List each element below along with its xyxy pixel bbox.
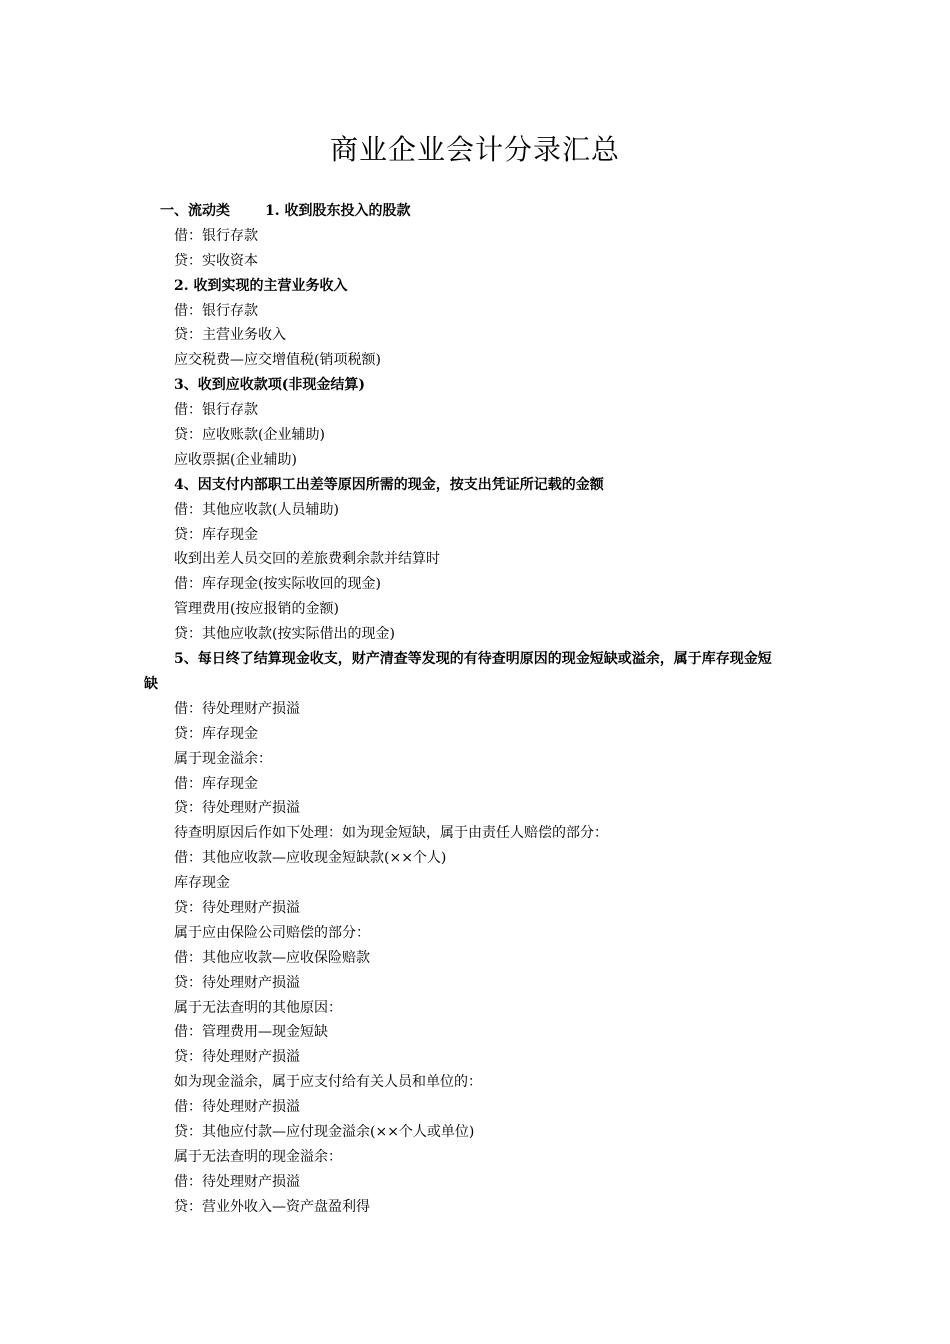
entry-line: 应收票据(企业辅助) — [174, 451, 297, 468]
entry-list-1 — [144, 224, 824, 647]
entry-line: 借：银行存款 — [174, 402, 258, 419]
entry-heading-5-line1: 5、每日终了结算现金收支，财产清查等发现的有待查明原因的现金短缺或溢余，属于库存现金短 — [174, 651, 772, 668]
entry-line: 收到出差人员交回的差旅费剩余款并结算时 — [174, 551, 440, 568]
entry-line: 贷：营业外收入—资产盘盈利得 — [174, 1198, 370, 1215]
entry-line: 贷：实收资本 — [174, 252, 258, 269]
entry-line: 贷：库存现金 — [174, 725, 258, 742]
entry-line: 应交税费—应交增值税(销项税额) — [174, 352, 381, 369]
entry-line: 贷：待处理财产损溢 — [174, 974, 300, 991]
section-heading — [144, 199, 824, 224]
entry-line: 借：库存现金 — [174, 775, 258, 792]
entry-line: 借：银行存款 — [174, 302, 258, 319]
document-body — [144, 199, 824, 1220]
entry-line: 借：其他应收款(人员辅助) — [174, 501, 339, 518]
entry-line: 贷：应收账款(企业辅助) — [174, 427, 325, 444]
entry-line: 待查明原因后作如下处理：如为现金短缺，属于由责任人赔偿的部分： — [174, 825, 608, 842]
section-label: 一、流动类 — [160, 203, 230, 219]
entry-heading-1: 1. 收到股东投入的股款 — [265, 203, 411, 219]
entry-line: 借：待处理财产损溢 — [174, 1173, 300, 1190]
entry-line: 属于无法查明的现金溢余： — [174, 1148, 342, 1165]
entry-line: 贷：主营业务收入 — [174, 327, 286, 344]
entry-line: 管理费用(按应报销的金额) — [174, 601, 339, 618]
entry-line: 如为现金溢余，属于应支付给有关人员和单位的： — [174, 1074, 482, 1091]
document-title: 商业企业会计分录汇总 — [329, 133, 620, 166]
entry-line: 贷：待处理财产损溢 — [174, 1049, 300, 1066]
entry-line: 借：其他应收款—应收保险赔款 — [174, 949, 370, 966]
entry-line: 贷：待处理财产损溢 — [174, 899, 300, 916]
entry-line: 属于无法查明的其他原因： — [174, 999, 342, 1016]
entry-heading-3: 3、收到应收款项(非现金结算) — [174, 377, 365, 394]
entry-line: 贷：其他应付款—应付现金溢余(××个人或单位) — [174, 1123, 475, 1140]
entry-line: 借：管理费用—现金短缺 — [174, 1024, 328, 1041]
entry-heading-2: 2. 收到实现的主营业务收入 — [174, 277, 348, 294]
entry-heading-4: 4、因支付内部职工出差等原因所需的现金，按支出凭证所记载的金额 — [174, 476, 604, 493]
entry-line: 贷：待处理财产损溢 — [174, 800, 300, 817]
entry-line: 借：待处理财产损溢 — [174, 700, 300, 717]
entry-line: 借：库存现金(按实际收回的现金) — [174, 576, 381, 593]
entry-heading-5 — [144, 647, 824, 697]
entry-line: 借：其他应收款—应收现金短缺款(××个人) — [174, 850, 447, 867]
entry-heading-5-line2: 缺 — [144, 675, 158, 692]
entry-list-2 — [144, 697, 824, 1220]
entry-line: 贷：其他应收款(按实际借出的现金) — [174, 626, 395, 643]
entry-line: 贷：库存现金 — [174, 526, 258, 543]
entry-line: 库存现金 — [174, 875, 230, 892]
entry-line: 借：待处理财产损溢 — [174, 1099, 300, 1116]
entry-line: 属于现金溢余： — [174, 750, 272, 767]
entry-line: 借：银行存款 — [174, 227, 258, 244]
entry-line: 属于应由保险公司赔偿的部分： — [174, 924, 370, 941]
